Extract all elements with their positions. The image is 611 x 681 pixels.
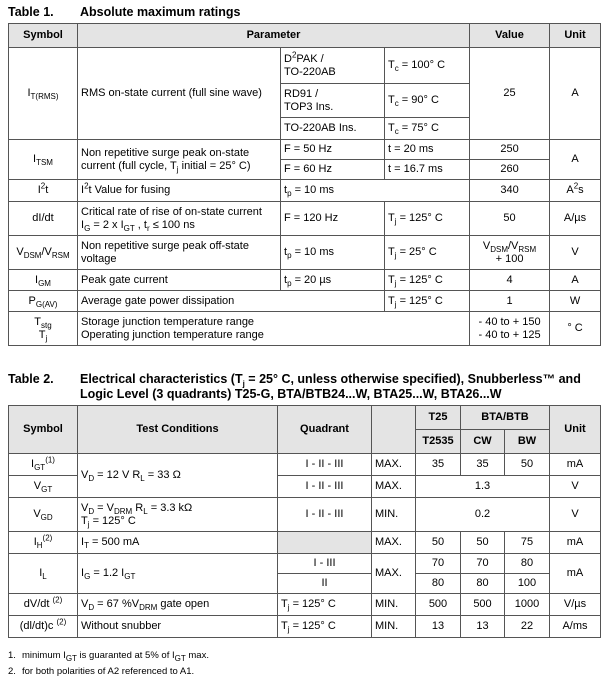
table1-title: Absolute maximum ratings [80,5,241,19]
itsm-f50: F = 50 Hz [281,140,385,160]
didt-f: F = 120 Hz [281,202,385,236]
unit-it-rms: A [550,48,601,140]
v1-igt: 35 [416,454,461,476]
sym-vgt: $V_{GT}$ [9,476,78,498]
unit-ih: mA [550,532,601,554]
row-il-1 [9,554,601,574]
val-pg: 1 [470,291,550,312]
table2-electrical-characteristics [8,405,601,638]
param-it-rms: RMS on-state current (full sine wave) [78,48,281,140]
cond-dldt: Without snubber [78,616,278,638]
cond-il: $I_G = 1.2$ $I_{GT}$ [78,554,278,594]
val-didt: 50 [470,202,550,236]
param-pg: Average gate power dissipation [78,291,385,312]
sym-vdsm: $V_{DSM}/V_{RSM}$ [9,236,78,270]
pkg-d2pak: $D^2PAK$ / TO-220AB [281,48,385,84]
cond-vgd: $V_D = V_{DRM}$ $R_L = 3.3$ kΩ $T_j = 125^\circ$ C [78,498,278,532]
v1-dvdt: 500 [416,594,461,616]
table2-title: Electrical characteristics ($T_j = 25^\circ$ C, unless otherwise specified), Snubberless™ and Logic Level (3 quadrants) T25-G, BTA/BTB24...W, BTA25...W, BTA26...W [80,372,581,401]
table2-number: Table 2. [8,372,54,386]
param-itsm: Non repetitive surge peak on-state current (full cycle, $T_j$ initial = 25° C) [78,140,281,180]
sym-i2t: $I^2t$ [9,180,78,202]
row-ih [9,532,601,554]
v3-igt: 50 [505,454,550,476]
sym-igm: $I_{GM}$ [9,270,78,291]
table1-header-row [9,24,601,48]
i2t-tp: $t_p = 10$ ms [281,180,470,202]
unit-vgt: V [550,476,601,498]
row-dvdt [9,594,601,616]
table1-number: Table 1. [8,5,54,19]
t2-hdr-symbol: Symbol [9,406,78,454]
q-il-1: I - III [278,554,372,574]
sym-il: $I_L$ [9,554,78,594]
v2-igt: 35 [461,454,505,476]
row-tstg [9,312,601,346]
m-ih: MAX. [372,532,416,554]
table2-caption [8,372,581,402]
m-vgd: MIN. [372,498,416,532]
t2-hdr-t25: T25 [416,406,461,430]
sym-pg: $P_{G(AV)}$ [9,291,78,312]
sym-dvdt: dV/dt $^{(2)}$ [9,594,78,616]
val-it-rms: 25 [470,48,550,140]
t1-hdr-symbol: Symbol [9,24,78,48]
tj-dvdt: $T_j = 125^\circ$ C [278,594,372,616]
cond-vd12: $V_D = 12$ V $R_L = 33$ Ω [78,454,278,498]
a1-il: 70 [416,554,461,574]
param-vdsm: Non repetitive surge peak off-state voltage [78,236,281,270]
q-ih-blank [278,532,372,554]
unit-pg: W [550,291,601,312]
vdsm-tj: $T_j = 25^\circ$ C [385,236,470,270]
t2-hdr-quadrant: Quadrant [278,406,372,454]
val-itsm-250: 250 [470,140,550,160]
t2-hdr-unit: Unit [550,406,601,454]
sym-ih: $I_H^{(2)}$ [9,532,78,554]
v2-dvdt: 500 [461,594,505,616]
m-vgt: MAX. [372,476,416,498]
tc-90: $T_c = 90^\circ$ C [385,84,470,118]
unit-vdsm: V [550,236,601,270]
vdsm-tp: $t_p = 10$ ms [281,236,385,270]
unit-vgd: V [550,498,601,532]
table1-absolute-maximum-ratings [8,23,601,346]
val-tstg: - 40 to + 150 - 40 to + 125 [470,312,550,346]
m-igt: MAX. [372,454,416,476]
v2-dldt: 13 [461,616,505,638]
t1-hdr-value: Value [470,24,550,48]
tc-100: $T_c = 100^\circ$ C [385,48,470,84]
v3-dvdt: 1000 [505,594,550,616]
itsm-t167: t = 16.7 ms [385,160,470,180]
sym-itsm: $I_{TSM}$ [9,140,78,180]
v-vgt: 1.3 [416,476,550,498]
sym-didt: dI/dt [9,202,78,236]
pg-tj: $T_j = 125^\circ$ C [385,291,470,312]
sym-tstg: $T_{stg}$ $T_j$ [9,312,78,346]
val-itsm-260: 260 [470,160,550,180]
val-vdsm: $V_{DSM}/V_{RSM}$ + 100 [470,236,550,270]
unit-dldt: A/ms [550,616,601,638]
pkg-rd91: RD91 / TOP3 Ins. [281,84,385,118]
row-dldt [9,616,601,638]
v1-ih: 50 [416,532,461,554]
param-i2t: $I^2t$ Value for fusing [78,180,281,202]
unit-il: mA [550,554,601,594]
unit-itsm: A [550,140,601,180]
igm-tj: $T_j = 125^\circ$ C [385,270,470,291]
unit-didt: A/µs [550,202,601,236]
row-i2t [9,180,601,202]
tc-75: $T_c = 75^\circ$ C [385,118,470,140]
t2-hdr-test: Test Conditions [78,406,278,454]
m-dldt: MIN. [372,616,416,638]
row-igt [9,454,601,476]
v3-ih: 75 [505,532,550,554]
pkg-to220ab-ins: TO-220AB Ins. [281,118,385,140]
row-itsm-1 [9,140,601,160]
v3-dldt: 22 [505,616,550,638]
unit-igt: mA [550,454,601,476]
param-igm: Peak gate current [78,270,281,291]
footnote-1: 1. minimum $I_{GT}$ is guaranted at 5% of $I_{GT}$ max. [8,650,209,663]
itsm-f60: F = 60 Hz [281,160,385,180]
val-igm: 4 [470,270,550,291]
footnotes [8,648,209,680]
tj-dldt: $T_j = 125^\circ$ C [278,616,372,638]
t2-hdr-bta: BTA/BTB [461,406,550,430]
q-il-2: II [278,574,372,594]
t2-hdr-bw: BW [505,430,550,454]
v-vgd: 0.2 [416,498,550,532]
row-vgd [9,498,601,532]
a2-il: 70 [461,554,505,574]
cond-dvdt: $V_D = 67$ $\%V_{DRM}$ gate open [78,594,278,616]
t2-hdr-cw: CW [461,430,505,454]
b2-il: 80 [461,574,505,594]
unit-dvdt: V/µs [550,594,601,616]
t1-hdr-parameter: Parameter [78,24,470,48]
v1-dldt: 13 [416,616,461,638]
t1-hdr-unit: Unit [550,24,601,48]
t2-hdr-t2535: T2535 [416,430,461,454]
table2-header-row1 [9,406,601,430]
q-igt: I - II - III [278,454,372,476]
row-igm [9,270,601,291]
sym-igt: $I_{GT}^{(1)}$ [9,454,78,476]
t2-hdr-blank [372,406,416,454]
b3-il: 100 [505,574,550,594]
q-vgt: I - II - III [278,476,372,498]
sym-vgd: $V_{GD}$ [9,498,78,532]
m-il: MAX. [372,554,416,594]
sym-dldt: (dl/dt)c $^{(2)}$ [9,616,78,638]
param-tstg: Storage junction temperature range Operating junction temperature range [78,312,470,346]
row-it-rms-1 [9,48,601,84]
row-vdsm [9,236,601,270]
unit-tstg: ° C [550,312,601,346]
table1-caption [8,5,240,20]
b1-il: 80 [416,574,461,594]
igm-tp: $t_p = 20$ µs [281,270,385,291]
cond-ih: $I_T = 500$ mA [78,532,278,554]
didt-tj: $T_j = 125^\circ$ C [385,202,470,236]
unit-i2t: $A^2s$ [550,180,601,202]
footnote-2: 2. for both polarities of A2 referenced to A1. [8,666,195,677]
v2-ih: 50 [461,532,505,554]
m-dvdt: MIN. [372,594,416,616]
unit-igm: A [550,270,601,291]
param-didt: Critical rate of rise of on-state current $I_G = 2$ x $I_{GT}$ , $t_r \le 100$ ns [78,202,281,236]
q-vgd: I - II - III [278,498,372,532]
a3-il: 80 [505,554,550,574]
row-pg [9,291,601,312]
sym-it-rms: $I_{T(RMS)}$ [9,48,78,140]
row-didt [9,202,601,236]
val-i2t: 340 [470,180,550,202]
itsm-t20: t = 20 ms [385,140,470,160]
